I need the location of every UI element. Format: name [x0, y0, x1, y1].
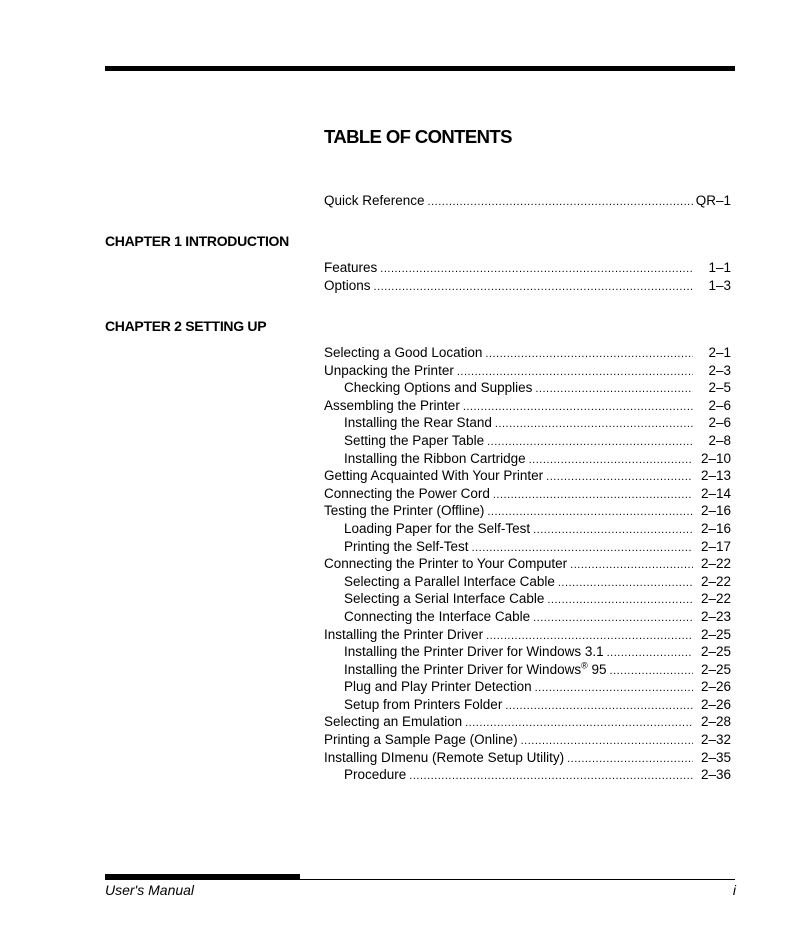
toc-entry[interactable] [324, 626, 731, 644]
toc-entry-page: 2–17 [700, 538, 731, 554]
chapter-2-heading: CHAPTER 2 SETTING UP [105, 318, 267, 334]
leader-dots [485, 346, 693, 364]
toc-entry-label: Setting the Paper Table [344, 432, 485, 448]
footer-manual-name: User's Manual [105, 882, 195, 898]
toc-entry-page: 1–3 [708, 277, 731, 293]
toc-entry-page: 2–16 [700, 520, 731, 536]
toc-entry[interactable] [324, 713, 731, 731]
leader-dots [505, 698, 693, 716]
toc-entry-page: 2–13 [700, 468, 731, 484]
toc-entry-label: Installing the Ribbon Cartridge [344, 450, 526, 466]
toc-entry-label: Installing the Rear Stand [344, 415, 492, 431]
toc-entry[interactable] [324, 731, 731, 749]
toc-entry[interactable] [324, 661, 731, 679]
toc-entry-page: 2–25 [700, 644, 731, 660]
toc-entry[interactable] [324, 766, 731, 784]
toc-entry[interactable] [324, 485, 731, 503]
toc-entry-page: 2–6 [708, 415, 731, 431]
toc-entry-label: Connecting the Interface Cable [344, 608, 531, 624]
toc-entry-label: Installing the Printer Driver [324, 626, 484, 642]
toc-entry-label: Connecting the Power Cord [324, 485, 490, 501]
toc-entry-label: Installing the Printer Driver for Windows® 95 [344, 660, 607, 677]
toc-entry-page: 2–3 [708, 362, 731, 378]
toc-entry[interactable] [324, 432, 731, 450]
leader-dots [607, 645, 693, 663]
toc-entry-label: Selecting a Serial Interface Cable [344, 591, 545, 607]
toc-entry[interactable] [324, 696, 731, 714]
toc-entry[interactable] [324, 643, 731, 661]
toc-entry-page: 2–5 [708, 380, 731, 396]
toc-entry-label: Getting Acquainted With Your Printer [324, 468, 544, 484]
registered-mark: ® [581, 660, 588, 671]
toc-entry-page: 2–28 [700, 714, 731, 730]
quick-reference-list [324, 192, 731, 210]
toc-entry[interactable] [324, 502, 731, 520]
toc-entry[interactable] [324, 678, 731, 696]
toc-entry-label: Quick Reference [324, 193, 425, 208]
leader-dots [463, 399, 693, 417]
toc-entry-label: Features [324, 260, 378, 275]
toc-entry-page: 2–22 [700, 573, 731, 589]
leader-dots [558, 575, 693, 593]
toc-entry-page: 2–32 [700, 732, 731, 748]
toc-entry-page: 2–23 [700, 608, 731, 624]
toc-entry-label: Selecting a Good Location [324, 345, 483, 360]
toc-entry-label: Installing DImenu (Remote Setup Utility) [324, 749, 565, 765]
page-title: TABLE OF CONTENTS [324, 126, 512, 147]
toc-entry-label: Plug and Play Printer Detection [344, 679, 532, 695]
toc-entry[interactable] [324, 590, 731, 608]
leader-dots [547, 592, 693, 610]
toc-entry-page: 2–25 [700, 661, 731, 677]
toc-entry[interactable] [324, 450, 731, 468]
toc-entry[interactable] [324, 277, 731, 295]
toc-entry-label: Checking Options and Supplies [344, 380, 533, 396]
leader-dots [570, 557, 693, 575]
leader-dots [529, 452, 693, 470]
toc-entry[interactable] [324, 397, 731, 415]
top-rule [105, 66, 735, 71]
toc-entry-page: 2–16 [700, 503, 731, 519]
toc-entry-label: Selecting an Emulation [324, 714, 463, 730]
toc-entry-page: 2–22 [700, 556, 731, 572]
leader-dots [493, 487, 693, 505]
toc-entry[interactable] [324, 555, 731, 573]
chapter-1-heading: CHAPTER 1 INTRODUCTION [105, 233, 289, 249]
toc-entry-label: Installing the Printer Driver for Windows 3.1 [344, 644, 604, 660]
leader-dots [546, 469, 693, 487]
leader-dots [495, 416, 693, 434]
leader-dots [610, 663, 693, 681]
toc-entry[interactable] [324, 538, 731, 556]
toc-entry[interactable] [324, 608, 731, 626]
toc-entry-page: 2–26 [700, 679, 731, 695]
toc-entry-page: 2–10 [700, 450, 731, 466]
toc-entry-label: Connecting the Printer to Your Computer [324, 556, 568, 572]
toc-entry-page: QR–1 [695, 193, 731, 208]
toc-entry-label: Printing a Sample Page (Online) [324, 732, 518, 748]
toc-entry[interactable] [324, 379, 731, 397]
toc-entry[interactable] [324, 344, 731, 362]
toc-entry[interactable] [324, 520, 731, 538]
leader-dots [535, 381, 693, 399]
leader-dots [533, 610, 693, 628]
footer-thin-rule [105, 879, 735, 880]
toc-entry[interactable] [324, 362, 731, 380]
footer-page-number: i [732, 882, 736, 898]
leader-dots [567, 751, 693, 769]
toc-entry-quick-reference[interactable] [324, 192, 731, 210]
toc-entry-label: Procedure [344, 767, 407, 783]
chapter-2-entries [324, 344, 731, 784]
toc-entry[interactable] [324, 749, 731, 767]
toc-entry-page: 2–8 [708, 432, 731, 448]
toc-entry-label: Loading Paper for the Self-Test [344, 520, 531, 536]
toc-entry-page: 2–25 [700, 626, 731, 642]
toc-entry-label: Unpacking the Printer [324, 362, 454, 378]
toc-entry-label: Selecting a Parallel Interface Cable [344, 573, 555, 589]
toc-entry-page: 2–6 [708, 397, 731, 413]
toc-entry-page: 2–26 [700, 696, 731, 712]
toc-entry-page: 1–1 [708, 260, 731, 275]
toc-entry[interactable] [324, 573, 731, 591]
toc-entry-page: 2–35 [700, 749, 731, 765]
toc-entry-label: Printing the Self-Test [344, 538, 469, 554]
toc-entry-page: 2–1 [708, 345, 731, 360]
leader-dots [409, 768, 693, 786]
toc-entry-page: 2–22 [700, 591, 731, 607]
toc-entry[interactable] [324, 259, 731, 277]
leader-dots [428, 194, 695, 212]
toc-entry[interactable] [324, 467, 731, 485]
toc-entry[interactable] [324, 414, 731, 432]
toc-entry-label: Options [324, 277, 371, 293]
leader-dots [533, 522, 693, 540]
toc-entry-label: Assembling the Printer [324, 397, 460, 413]
leader-dots [374, 279, 693, 297]
toc-entry-page: 2–36 [700, 767, 731, 783]
toc-entry-page: 2–14 [700, 485, 731, 501]
leader-dots [535, 680, 693, 698]
toc-entry-label: Testing the Printer (Offline) [324, 503, 485, 519]
leader-dots [380, 261, 693, 279]
chapter-1-entries [324, 259, 731, 294]
toc-entry-label: Setup from Printers Folder [344, 696, 503, 712]
